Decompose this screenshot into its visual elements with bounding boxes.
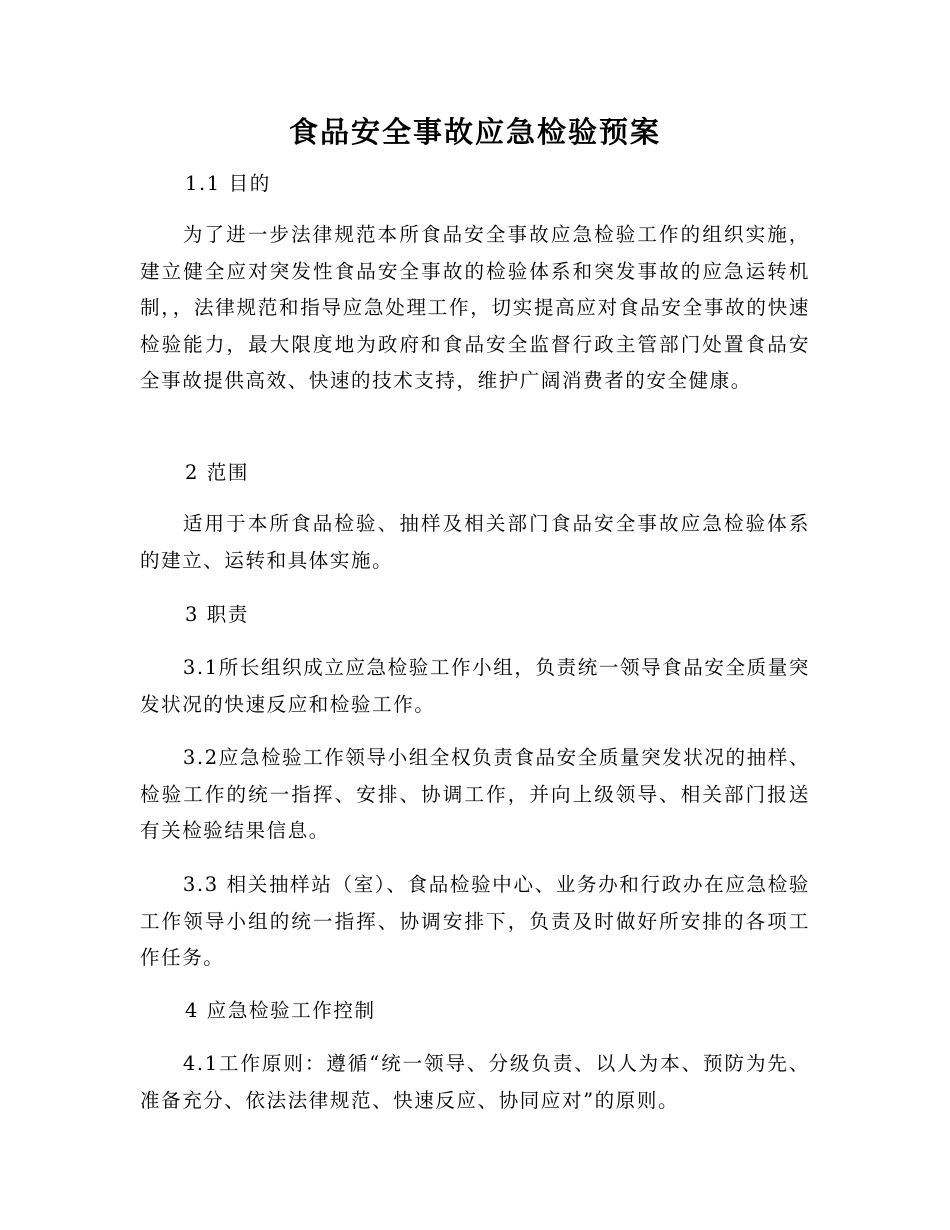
paragraph-responsibility-3-1: 3.1所长组织成立应急检验工作小组，负责统一领导食品安全质量突发状况的快速反应和检验工作。 [140, 656, 810, 716]
section-heading-responsibilities: 3 职责 [185, 603, 250, 626]
section-heading-scope: 2 范围 [185, 461, 250, 484]
paragraph-scope: 适用于本所食品检验、抽样及相关部门食品安全事故应急检验体系的建立、运转和具体实施。 [140, 512, 810, 572]
document-title: 食品安全事故应急检验预案 [288, 115, 661, 149]
section-heading-emergency-control: 4 应急检验工作控制 [185, 999, 376, 1022]
paragraph-principles-4-1: 4.1工作原则：遵循“统一领导、分级负责、以人为本、预防为先、准备充分、依法法律规范、快速反应、协同应对”的原则。 [140, 1052, 810, 1112]
section-heading-purpose: 1.1 目的 [185, 172, 271, 195]
paragraph-responsibility-3-2: 3.2应急检验工作领导小组全权负责食品安全质量突发状况的抽样、检验工作的统一指挥、安排、协调工作，并向上级领导、相关部门报送有关检验结果信息。 [140, 746, 810, 842]
paragraph-purpose: 为了进一步法律规范本所食品安全事故应急检验工作的组织实施，建立健全应对突发性食品安全事故的检验体系和突发事故的应急运转机制，，法律规范和指导应急处理工作，切实提高应对食品安全事故的快速检验能力，最大限度地为政府和食品安全监督行政主管部门处置食品安全事故提供高效、快速的技术支持，维护广阔消费者的安全健康。 [140, 223, 810, 392]
paragraph-responsibility-3-3: 3.3 相关抽样站（室）、食品检验中心、业务办和行政办在应急检验工作领导小组的统一指挥、协调安排下，负责及时做好所安排的各项工作任务。 [140, 873, 810, 969]
